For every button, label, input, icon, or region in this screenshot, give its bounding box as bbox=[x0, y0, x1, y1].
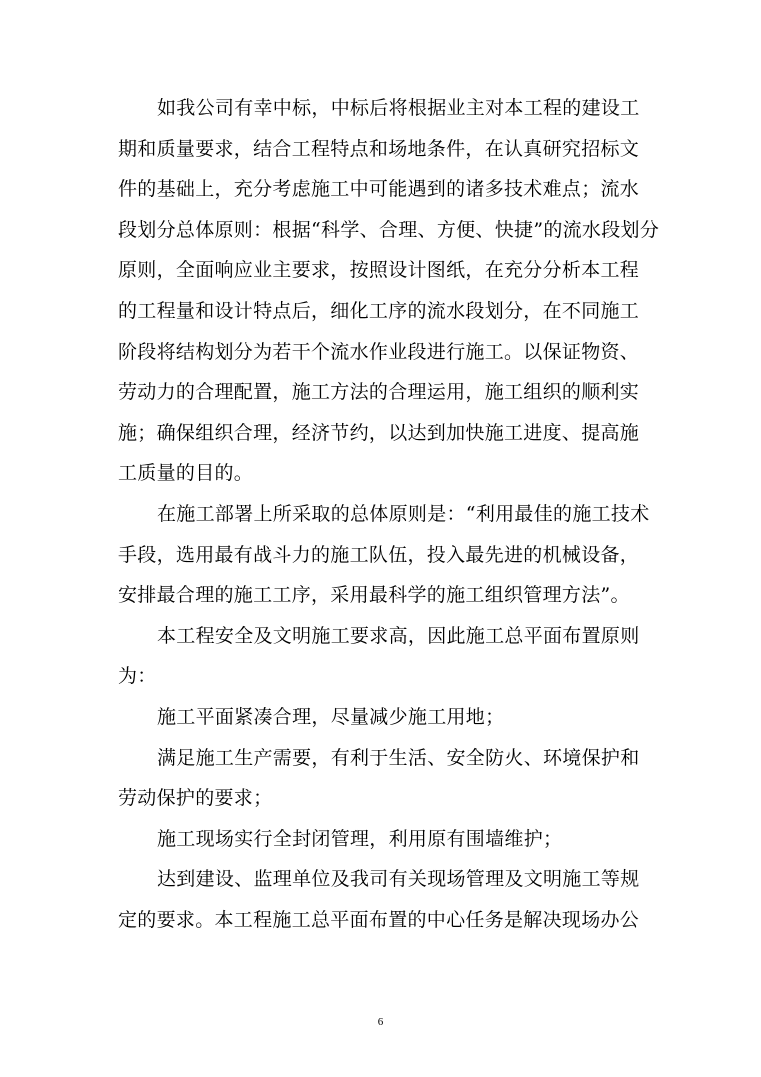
paragraph-7 bbox=[118, 859, 648, 940]
page-number: 6 bbox=[377, 1016, 384, 1028]
paragraph-1 bbox=[118, 88, 660, 494]
text-line: 如我公司有幸中标，中标后将根据业主对本工程的建设工 bbox=[157, 97, 640, 119]
document-body bbox=[118, 88, 660, 940]
text-line: 件的基础上，充分考虑施工中可能遇到的诸多技术难点；流水 bbox=[118, 178, 640, 201]
paragraph-2 bbox=[118, 494, 648, 616]
text-line: 原则，全面响应业主要求，按照设计图纸，在充分分析本工程 bbox=[118, 259, 640, 282]
paragraph-6 bbox=[118, 819, 648, 860]
text-line: 阶段将结构划分为若干个流水作业段进行施工。以保证物资、 bbox=[118, 340, 640, 363]
text-line: 劳动保护的要求； bbox=[118, 787, 273, 810]
text-line: 施工平面紧凑合理，尽量减少施工用地； bbox=[157, 705, 505, 728]
paragraph-5 bbox=[118, 738, 648, 819]
text-line: 本工程安全及文明施工要求高，因此施工总平面布置原则 bbox=[157, 624, 640, 647]
text-line: 达到建设、监理单位及我司有关现场管理及文明施工等规 bbox=[157, 868, 640, 891]
text-line: 施工现场实行全封闭管理，利用原有围墙维护； bbox=[157, 827, 563, 850]
text-line: 满足施工生产需要，有利于生活、安全防火、环境保护和 bbox=[157, 746, 640, 769]
paragraph-3 bbox=[118, 616, 648, 697]
text-line: 定的要求。本工程施工总平面布置的中心任务是解决现场办公 bbox=[118, 908, 640, 931]
text-line: 段划分总体原则：根据“科学、合理、方便、快捷”的流水段划分 bbox=[118, 218, 660, 241]
paragraph-4 bbox=[118, 697, 648, 738]
text-line: 施；确保组织合理，经济节约，以达到加快施工进度、提高施 bbox=[118, 421, 640, 444]
text-line: 工质量的目的。 bbox=[118, 462, 254, 485]
text-line: 的工程量和设计特点后，细化工序的流水段划分，在不同施工 bbox=[118, 299, 640, 322]
text-line: 安排最合理的施工工序，采用最科学的施工组织管理方法”。 bbox=[118, 584, 630, 607]
text-line: 在施工部署上所采取的总体原则是：“利用最佳的施工技术 bbox=[157, 502, 650, 525]
text-line: 手段，选用最有战斗力的施工队伍，投入最先进的机械设备， bbox=[118, 543, 640, 566]
text-line: 为： bbox=[118, 665, 157, 688]
text-line: 劳动力的合理配置，施工方法的合理运用，施工组织的顺利实 bbox=[118, 381, 640, 404]
text-line: 期和质量要求，结合工程特点和场地条件，在认真研究招标文 bbox=[118, 137, 640, 160]
